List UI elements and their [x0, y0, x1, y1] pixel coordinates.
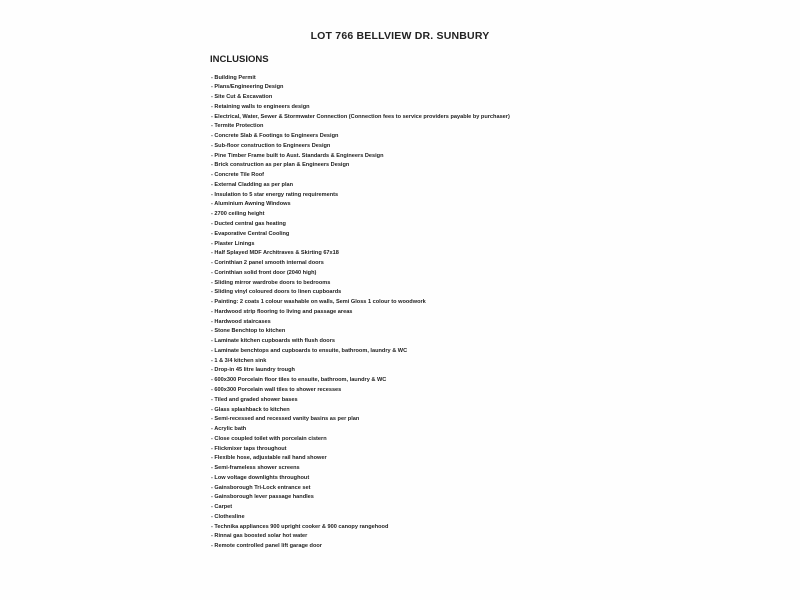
inclusion-item: - Acrylic bath: [211, 426, 247, 433]
inclusion-item: - Drop-in 45 litre laundry trough: [211, 367, 295, 374]
inclusion-item: - 600x300 Porcelain floor tiles to ensuite, bathroom, laundry & WC: [211, 377, 387, 384]
inclusion-item: - Evaporative Central Cooling: [211, 230, 290, 237]
inclusion-item: - Termite Protection: [211, 123, 264, 130]
inclusion-item: - Hardwood strip flooring to living and passage areas: [211, 308, 353, 315]
inclusions-heading: INCLUSIONS: [210, 54, 269, 65]
document-title: LOT 766 BELLVIEW DR. SUNBURY: [310, 30, 490, 42]
inclusion-item: - Carpet: [211, 504, 233, 511]
inclusion-item: - Retaining walls to engineers design: [211, 103, 310, 110]
inclusion-item: - Low voltage downlights throughout: [211, 474, 310, 481]
inclusion-item: - External Cladding as per plan: [211, 181, 294, 188]
inclusion-item: - Flickmixer taps throughout: [211, 445, 287, 452]
inclusion-item: - Painting: 2 coats 1 colour washable on walls, Semi Gloss 1 colour to woodwork: [211, 299, 426, 306]
inclusion-item: - Sub-floor construction to Engineers Design: [211, 142, 331, 149]
inclusion-item: - Semi-frameless shower screens: [211, 465, 300, 472]
inclusion-item: - Flexible hose, adjustable rail hand shower: [211, 455, 327, 462]
inclusion-item: - Aluminium Awning Windows: [211, 201, 291, 208]
inclusion-item: - Corinthian solid front door (2040 high): [211, 269, 317, 276]
inclusion-item: - Rinnai gas boosted solar hot water: [211, 533, 308, 540]
inclusion-item: - 1 & 3/4 kitchen sink: [211, 357, 267, 364]
inclusion-item: - Plaster Linings: [211, 240, 255, 247]
inclusion-item: - Remote controlled panel lift garage door: [211, 543, 322, 550]
inclusions-list: [211, 74, 510, 553]
inclusion-item: - Insulation to 5 star energy rating requirements: [211, 191, 339, 198]
inclusion-item: - 600x300 Porcelain wall tiles to shower recesses: [211, 387, 342, 393]
inclusion-item: - Gainsborough lever passage handles: [211, 494, 314, 501]
inclusion-item: - Electrical, Water, Sewer & Stormwater Connection (Connection fees to service providers payable by purchaser): [211, 113, 510, 120]
inclusion-item: - Concrete Slab & Footings to Engineers Design: [211, 133, 339, 140]
inclusion-item: - Half Splayed MDF Architraves & Skirting 67x18: [211, 250, 339, 257]
inclusion-item: - Laminate benchtops and cupboards to ensuite, bathroom, laundry & WC: [211, 347, 408, 354]
inclusion-item: - Sliding mirror wardrobe doors to bedrooms: [211, 279, 331, 286]
inclusion-item: - Building Permit: [211, 74, 256, 81]
inclusion-item: - Stone Benchtop to kitchen: [211, 328, 286, 335]
inclusion-item: - Clothesline: [211, 513, 245, 520]
inclusion-item: - Laminate kitchen cupboards with flush doors: [211, 338, 336, 345]
inclusion-item: - 2700 ceiling height: [211, 211, 265, 218]
inclusion-item: - Site Cut & Excavation: [211, 94, 273, 101]
inclusion-item: - Glass splashback to kitchen: [211, 406, 290, 413]
inclusion-item: - Hardwood staircases: [211, 318, 271, 325]
inclusion-item: - Corinthian 2 panel smooth internal doors: [211, 260, 324, 267]
inclusion-item: - Tiled and graded shower bases: [211, 396, 298, 403]
inclusion-item: - Gainsborough Tri-Lock entrance set: [211, 484, 311, 491]
inclusion-item: - Ducted central gas heating: [211, 220, 286, 227]
inclusion-item: - Brick construction as per plan & Engineers Design: [211, 162, 350, 169]
inclusion-item: - Pine Timber Frame built to Aust. Standards & Engineers Design: [211, 152, 384, 159]
inclusion-item: - Technika appliances 900 upright cooker & 900 canopy rangehood: [211, 523, 389, 530]
inclusion-item: - Concrete Tile Roof: [211, 172, 265, 179]
inclusion-item: - Semi-recessed and recessed vanity basins as per plan: [211, 416, 360, 423]
inclusion-item: - Plans/Engineering Design: [211, 84, 284, 91]
inclusion-item: - Close coupled toilet with porcelain cistern: [211, 435, 327, 442]
inclusion-item: - Sliding vinyl coloured doors to linen cupboards: [211, 289, 342, 296]
